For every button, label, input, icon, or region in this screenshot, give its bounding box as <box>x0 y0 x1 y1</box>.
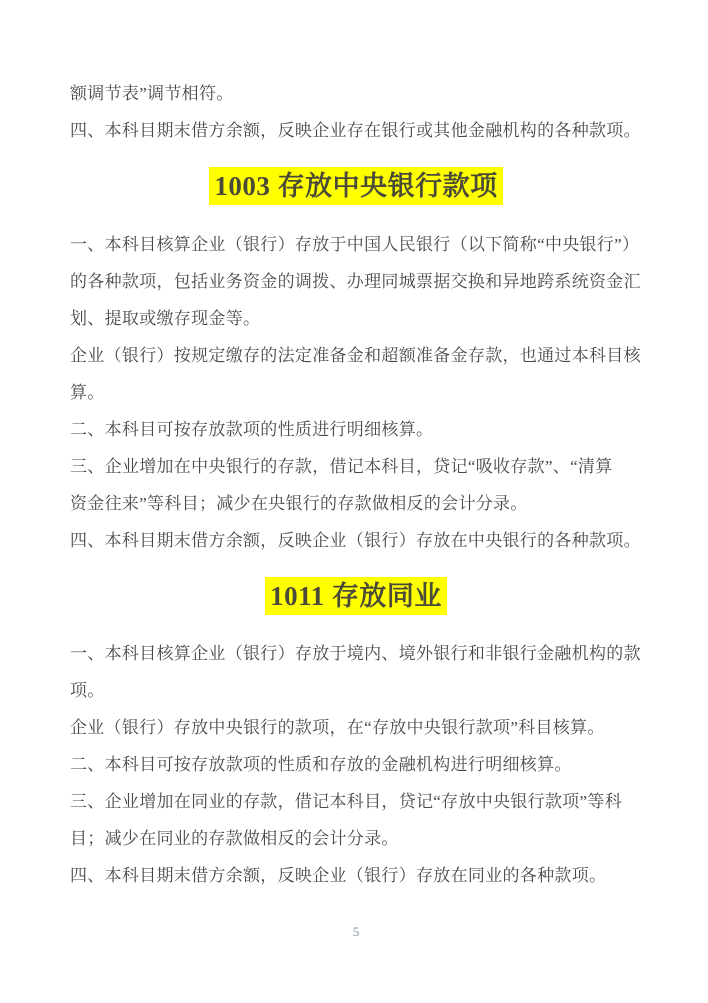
body-line: 四、本科目期末借方余额，反映企业（银行）存放在中央银行的各种款项。 <box>70 531 641 550</box>
section-heading-1011 <box>70 577 642 615</box>
body-line: 四、本科目期末借方余额，反映企业存在银行或其他金融机构的各种款项。 <box>70 121 641 140</box>
body-line: 目；减少在同业的存款做相反的会计分录。 <box>70 829 399 848</box>
body-line: 三、企业增加在中央银行的存款，借记本科目，贷记“吸收存款”、“清算 <box>70 457 613 476</box>
body-line: 算。 <box>70 383 105 402</box>
body-line: 额调节表”调节相符。 <box>70 84 234 103</box>
body-line: 划、提取或缴存现金等。 <box>70 309 261 328</box>
body-line: 企业（银行）按规定缴存的法定准备金和超额准备金存款，也通过本科目核 <box>70 346 641 365</box>
page-number: 5 <box>352 924 360 939</box>
body-line: 一、本科目核算企业（银行）存放于境内、境外银行和非银行金融机构的款 <box>70 644 641 663</box>
body-line: 项。 <box>70 681 105 700</box>
body-line: 企业（银行）存放中央银行的款项，在“存放中央银行款项”科目核算。 <box>70 718 605 737</box>
body-line: 资金往来”等科目；减少在央银行的存款做相反的会计分录。 <box>70 494 528 513</box>
body-line: 二、本科目可按存放款项的性质和存放的金融机构进行明细核算。 <box>70 755 572 774</box>
section-heading-highlight: 1003 存放中央银行款项 <box>209 167 502 205</box>
body-line: 的各种款项，包括业务资金的调拨、办理同城票据交换和异地跨系统资金汇 <box>70 272 641 291</box>
body-line: 三、企业增加在同业的存款，借记本科目，贷记“存放中央银行款项”等科 <box>70 792 622 811</box>
body-line: 二、本科目可按存放款项的性质进行明细核算。 <box>70 420 434 439</box>
section-heading-1003 <box>70 167 642 205</box>
section-heading-highlight: 1011 存放同业 <box>265 577 447 615</box>
body-line: 四、本科目期末借方余额，反映企业（银行）存放在同业的各种款项。 <box>70 866 607 885</box>
page-footer <box>70 924 642 940</box>
body-line: 一、本科目核算企业（银行）存放于中国人民银行（以下简称“中央银行”） <box>70 235 640 254</box>
